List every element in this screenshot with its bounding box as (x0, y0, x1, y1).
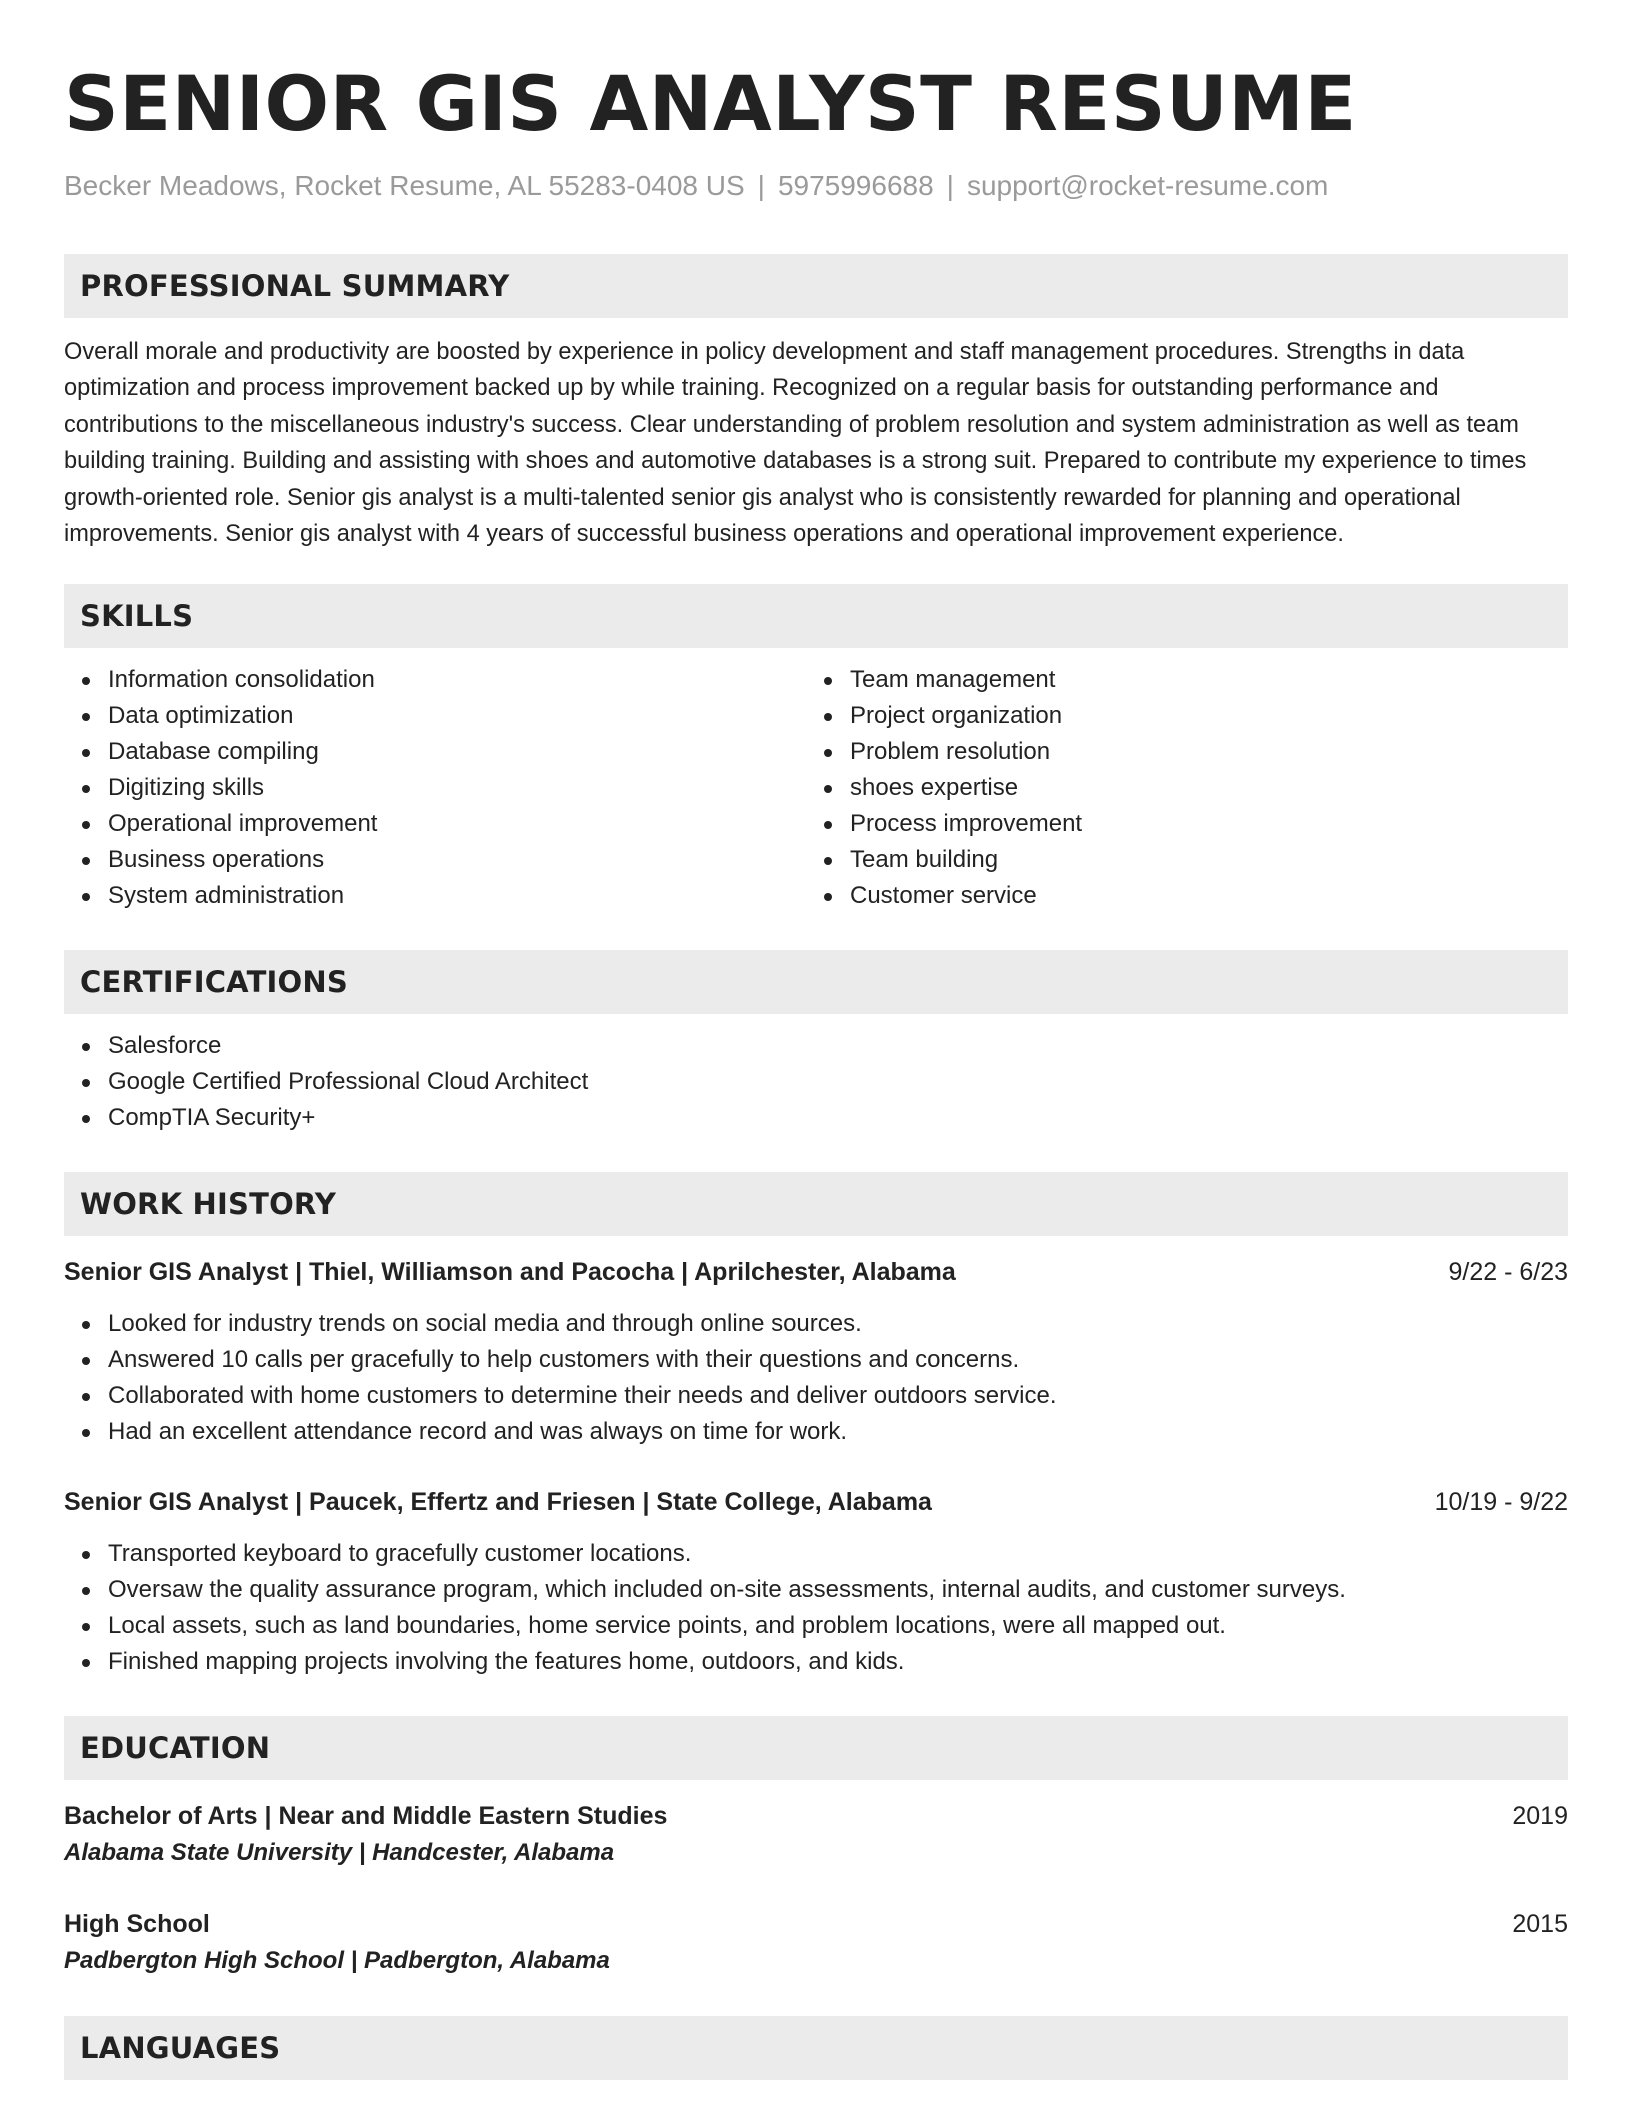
resume-title: SENIOR GIS ANALYST RESUME (64, 59, 1357, 148)
education-header (64, 1798, 1568, 1834)
certification-item: Salesforce (64, 1028, 1568, 1064)
job-duty-item: Looked for industry trends on social media and through online sources. (64, 1306, 1568, 1342)
contact-line (64, 166, 1568, 206)
skill-item: Digitizing skills (64, 770, 806, 806)
job-duty-item: Finished mapping projects involving the features home, outdoors, and kids. (64, 1644, 1568, 1680)
education-entry (64, 1906, 1568, 1980)
skill-item: Business operations (64, 842, 806, 878)
skill-item: Data optimization (64, 698, 806, 734)
job-entry (64, 1254, 1568, 1450)
education-entry (64, 1798, 1568, 1872)
section-header (64, 2016, 1568, 2080)
certification-item: CompTIA Security+ (64, 1100, 1568, 1136)
skills-section (64, 584, 1568, 914)
section-header (64, 584, 1568, 648)
skill-item: Team building (806, 842, 1548, 878)
skill-item: Information consolidation (64, 662, 806, 698)
job-header (64, 1254, 1568, 1290)
section-header (64, 254, 1568, 318)
job-title: Senior GIS Analyst | Thiel, Williamson and Pacocha | Aprilchester, Alabama (64, 1258, 956, 1287)
education-year: 2015 (1512, 1910, 1568, 1939)
summary-section (64, 254, 1568, 552)
summary-text: Overall morale and productivity are boosted by experience in policy development and staff management procedures. Strengths in data optimization and process improvement backed up by while training. Recognized on a regular basis for outstanding performance and contributions to the miscellaneous industry's success. Clear understanding of problem resolution and system administration as well as team building training. Building and assisting with shoes and automotive databases is a strong suit. Prepared to contribute my experience to times growth-oriented role. Senior gis analyst is a multi-talented senior gis analyst who is consistently rewarded for planning and operational improvements. Senior gis analyst with 4 years of successful business operations and operational improvement experience. (64, 339, 1527, 548)
certifications-list (64, 1028, 1568, 1136)
job-duty-item: Oversaw the quality assurance program, which included on-site assessments, internal audits, and customer surveys. (64, 1572, 1568, 1608)
job-dates: 9/22 - 6/23 (1448, 1258, 1568, 1287)
certifications-heading: CERTIFICATIONS (80, 965, 348, 1000)
skills-list-left (64, 662, 806, 914)
certifications-section (64, 950, 1568, 1136)
job-dates: 10/19 - 9/22 (1434, 1488, 1568, 1517)
skill-item: Team management (806, 662, 1548, 698)
education-degree: High School (64, 1910, 210, 1939)
skill-item: Project organization (806, 698, 1548, 734)
job-duty-item: Local assets, such as land boundaries, home service points, and problem locations, were all mapped out. (64, 1608, 1568, 1644)
section-header (64, 1716, 1568, 1780)
education-degree: Bachelor of Arts | Near and Middle Eastern Studies (64, 1802, 668, 1831)
skills-grid (64, 648, 1568, 914)
education-school: Alabama State University | Handcester, Alabama (64, 1839, 615, 1867)
skill-item: Customer service (806, 878, 1548, 914)
contact-separator: | (757, 170, 765, 201)
skill-item: Operational improvement (64, 806, 806, 842)
education-year: 2019 (1512, 1802, 1568, 1831)
contact-phone: 5975996688 (777, 170, 934, 201)
education-section (64, 1716, 1568, 1980)
job-duty-item: Collaborated with home customers to determine their needs and deliver outdoors service. (64, 1378, 1568, 1414)
job-duty-item: Had an excellent attendance record and was always on time for work. (64, 1414, 1568, 1450)
job-duty-item: Answered 10 calls per gracefully to help customers with their questions and concerns. (64, 1342, 1568, 1378)
job-title: Senior GIS Analyst | Paucek, Effertz and Friesen | State College, Alabama (64, 1488, 932, 1517)
certification-item: Google Certified Professional Cloud Architect (64, 1064, 1568, 1100)
job-entry (64, 1484, 1568, 1680)
work-history-section (64, 1172, 1568, 1680)
skill-item: Process improvement (806, 806, 1548, 842)
skills-heading: SKILLS (80, 599, 194, 634)
skill-item: Database compiling (64, 734, 806, 770)
job-duties (64, 1536, 1568, 1680)
education-school: Padbergton High School | Padbergton, Alabama (64, 1947, 610, 1975)
job-duties (64, 1306, 1568, 1450)
job-duty-item: Transported keyboard to gracefully customer locations. (64, 1536, 1568, 1572)
contact-email: support@rocket-resume.com (966, 170, 1329, 201)
languages-heading: LANGUAGES (80, 2031, 281, 2066)
summary-heading: PROFESSIONAL SUMMARY (80, 269, 510, 303)
contact-separator: | (946, 170, 954, 201)
skill-item: System administration (64, 878, 806, 914)
contact-address: Becker Meadows, Rocket Resume, AL 55283-0408 US (64, 170, 745, 201)
skill-item: Problem resolution (806, 734, 1548, 770)
job-header (64, 1484, 1568, 1520)
skills-list-right (806, 662, 1548, 914)
education-header (64, 1906, 1568, 1942)
education-heading: EDUCATION (80, 1731, 271, 1766)
skill-item: shoes expertise (806, 770, 1548, 806)
work-history-heading: WORK HISTORY (80, 1187, 337, 1222)
section-header (64, 1172, 1568, 1236)
section-header (64, 950, 1568, 1014)
languages-section (64, 2016, 1568, 2080)
